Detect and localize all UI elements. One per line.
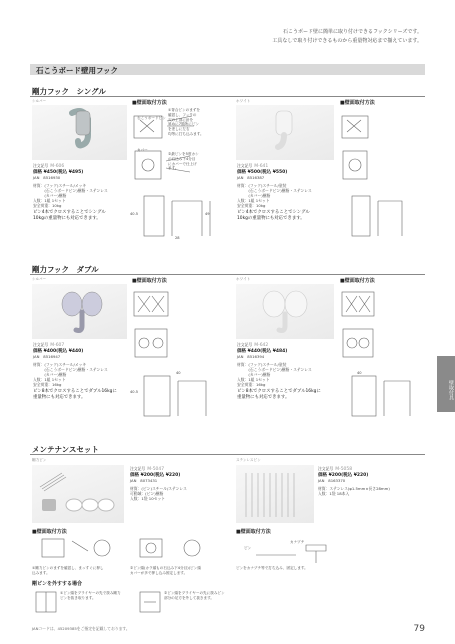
install-title: ■壁面取付方法 xyxy=(340,100,375,106)
quantity: 入数：1組 1セット xyxy=(237,198,270,203)
install-title: ■壁面取付方法 xyxy=(236,529,271,535)
hook-white-image xyxy=(236,105,334,160)
category-side-tab: 壁取付具 xyxy=(437,356,455,412)
material-3: (カバー)樹脂 xyxy=(33,193,67,198)
jan-code: JAN 8516947 xyxy=(33,354,61,359)
note-1: ピン8本でクロスすることでダブル16kgに xyxy=(237,389,321,394)
quantity: 入数：1袋 10セット xyxy=(130,496,166,501)
model-code: M-5047 xyxy=(147,467,165,472)
product-photo xyxy=(236,284,334,339)
note-2: 10kgの重量物にも対応できます。 xyxy=(237,216,305,221)
safe-load: 安全荷重：10kg xyxy=(237,203,266,208)
note-2: 重量物にも対応できます。 xyxy=(33,395,86,400)
material-1: 材質：(フック)スチール/塗装 xyxy=(237,183,287,188)
dim-a: 40.5 xyxy=(130,390,139,394)
price-text: 価格 ¥200(税込 ¥220) xyxy=(130,473,181,478)
intro-text xyxy=(272,28,422,46)
price-text: 価格 ¥440(税込 ¥484) xyxy=(237,349,288,354)
dim-a: 40 xyxy=(357,371,362,375)
hook-silver-image xyxy=(32,105,127,160)
jan-code: JAN 8163370 xyxy=(318,478,346,483)
install-title: ■壁面取付方法 xyxy=(132,278,167,284)
product-line: 注文記号 M-607 xyxy=(33,342,65,348)
color-label: シルバー xyxy=(32,99,47,103)
section-title-single: 剛力フック シングル xyxy=(32,87,106,96)
pin-set-image xyxy=(32,465,124,523)
product-line: 注文記号 M-606 xyxy=(33,163,65,169)
material-3: (カバー)樹脂 xyxy=(237,372,271,377)
jan-code: JAN 8516387 xyxy=(237,175,265,180)
safe-load: 安全荷重：10kg xyxy=(33,203,62,208)
intro-line-2: 工具なしで取り付けできるものから重量物対応まで揃えています。 xyxy=(272,38,422,44)
material-1: 材質：ステンレス(φ1.5mm×長さ28mm) xyxy=(318,486,390,491)
product-line: 注文記号 M-641 xyxy=(237,163,269,169)
section-title-maintenance: メンテナンスセット xyxy=(32,445,99,454)
install-caption: ①剛力ピンのまずを確認し、まっすぐに押し 込みます。 xyxy=(32,566,104,575)
product-photo xyxy=(236,465,314,523)
product-photo xyxy=(32,465,124,523)
material-2: (石こうボードピン)樹脂・ステンレス xyxy=(33,367,108,372)
dim-c: 49 xyxy=(205,212,210,216)
material-2: (石こうボードピン)樹脂・ステンレス xyxy=(33,188,108,193)
quantity: 入数：1組 1セット xyxy=(33,198,66,203)
install-title: ■壁面取付方法 xyxy=(132,100,167,106)
double-hook-silver-image xyxy=(32,284,127,339)
install-caption: ②ピン頭(カラ頭もの石込み下4分目)(ピン頭 カバーが多で押し込み固定します。 xyxy=(130,566,201,575)
removal-title: 剛ピンを外すする場合 xyxy=(32,581,83,587)
install-step: ①背合ピンのまずを 確認し、フックの 穴の上部に針を 斜めに7箇所にピン を差しに左右 均等に打ち込みます。 xyxy=(168,108,204,136)
removal-caption: ②ピン頭をプライヤーの先に挟みピン 部分の足方を外して抜きます。 xyxy=(164,591,225,600)
intro-line-1: 石こうボード壁に簡単に取り付けできるフックシリーズです。 xyxy=(282,29,422,35)
quantity: 入数：1組 1セット xyxy=(237,377,270,382)
dim-b: 28 xyxy=(175,236,180,240)
product-photo xyxy=(32,105,127,160)
color-label: シルバー xyxy=(32,277,47,281)
model-code: M-641 xyxy=(254,164,269,169)
quantity: 入数：1袋 18本入 xyxy=(318,491,350,496)
material-3: (カバー)樹脂 xyxy=(33,372,67,377)
product-line: 注文記号 M-5058 xyxy=(318,466,353,472)
hammer-label: カナヅチ xyxy=(290,540,305,544)
material-3: (カバー)樹脂 xyxy=(237,193,271,198)
quantity: 入数：1組 1セット xyxy=(33,377,66,382)
double-hook-white-image xyxy=(236,284,334,339)
note-2: 重量物にも対応できます。 xyxy=(237,395,290,400)
section-divider xyxy=(30,274,425,275)
jan-code: JAN 8516930 xyxy=(33,175,61,180)
material-2: 可動域：(ピン)樹脂 xyxy=(130,491,164,496)
product-photo xyxy=(32,284,127,339)
safe-load: 安全荷重：16kg xyxy=(237,382,266,387)
pin-label: 石こうボードピン xyxy=(137,116,166,120)
material-1: 材質：(ピン)スチール/ステンレス xyxy=(130,486,187,491)
model-code: M-5058 xyxy=(335,467,353,472)
price-text: 価格 ¥200(税込 ¥220) xyxy=(318,473,369,478)
model-code: M-606 xyxy=(50,164,65,169)
material-1: 材質：(フック)スチール/メッキ xyxy=(33,362,87,367)
install-diagram xyxy=(340,284,425,424)
product-line: 注文記号 M-642 xyxy=(237,342,269,348)
material-2: (石こうボードピン)樹脂・ステンレス xyxy=(237,367,312,372)
price-text: 価格 ¥500(税込 ¥550) xyxy=(237,170,288,175)
section-divider xyxy=(30,454,425,455)
jan-code: JAN 8073431 xyxy=(130,478,158,483)
note-1: ピン8本でクロスすることでダブル16kgに xyxy=(33,389,117,394)
jan-code: JAN 8516394 xyxy=(237,354,265,359)
note-2: 10kgの重量物にも対応できます。 xyxy=(33,216,101,221)
note-1: ピン4本でクロスすることでシングル xyxy=(237,210,310,215)
color-label: ステンレスピン xyxy=(236,458,261,462)
pin-label: ピン xyxy=(244,546,252,550)
color-label: ホワイト xyxy=(236,99,251,103)
category-banner xyxy=(30,64,425,75)
install-diagram xyxy=(132,284,232,424)
product-line: 注文記号 M-5047 xyxy=(130,466,165,472)
material-2: (石こうボードピン)樹脂・ステンレス xyxy=(237,188,312,193)
price-text: 価格 ¥450(税込 ¥495) xyxy=(33,170,84,175)
section-divider xyxy=(30,96,425,97)
page-number: 79 xyxy=(413,624,425,634)
install-step-2: ②最ピンを5度カシ の石込み下4分目 にカバーで仕上げ ます。 xyxy=(168,152,199,171)
dim-b: 40 xyxy=(176,371,181,375)
stainless-pin-image xyxy=(236,465,314,523)
safe-load: 安全荷重：16kg xyxy=(33,382,62,387)
install-title: ■壁面取付方法 xyxy=(32,529,67,535)
color-label: ホワイト xyxy=(236,277,251,281)
note-1: ピン4本でクロスすることでシングル xyxy=(33,210,106,215)
color-label: 剛力ピン xyxy=(32,458,47,462)
price-text: 価格 ¥400(税込 ¥440) xyxy=(33,349,84,354)
dim-a: 40.5 xyxy=(130,212,139,216)
install-caption: ピンをカナヅチ等で打ち込み、固定します。 xyxy=(236,566,308,570)
product-photo xyxy=(236,105,334,160)
install-diagram xyxy=(32,535,232,565)
install-title: ■壁面取付方法 xyxy=(340,278,375,284)
section-title-double: 剛力フック ダブル xyxy=(32,265,99,274)
install-diagram xyxy=(340,106,425,246)
footer-note: JANコードは、45209385をご指定を記載しております。 xyxy=(32,626,130,631)
category-title: 石こうボード壁用フック xyxy=(36,66,118,75)
model-code: M-607 xyxy=(50,343,65,348)
removal-caption: ①ピン頭をプライヤーの先で挟み剛力 ピンを抜き取ります。 xyxy=(60,591,121,600)
material-1: 材質：(フック)スチール/メッキ xyxy=(33,183,87,188)
model-code: M-642 xyxy=(254,343,269,348)
cover-label: カバー xyxy=(137,148,148,152)
material-1: 材質：(フック)スチール/塗装 xyxy=(237,362,287,367)
